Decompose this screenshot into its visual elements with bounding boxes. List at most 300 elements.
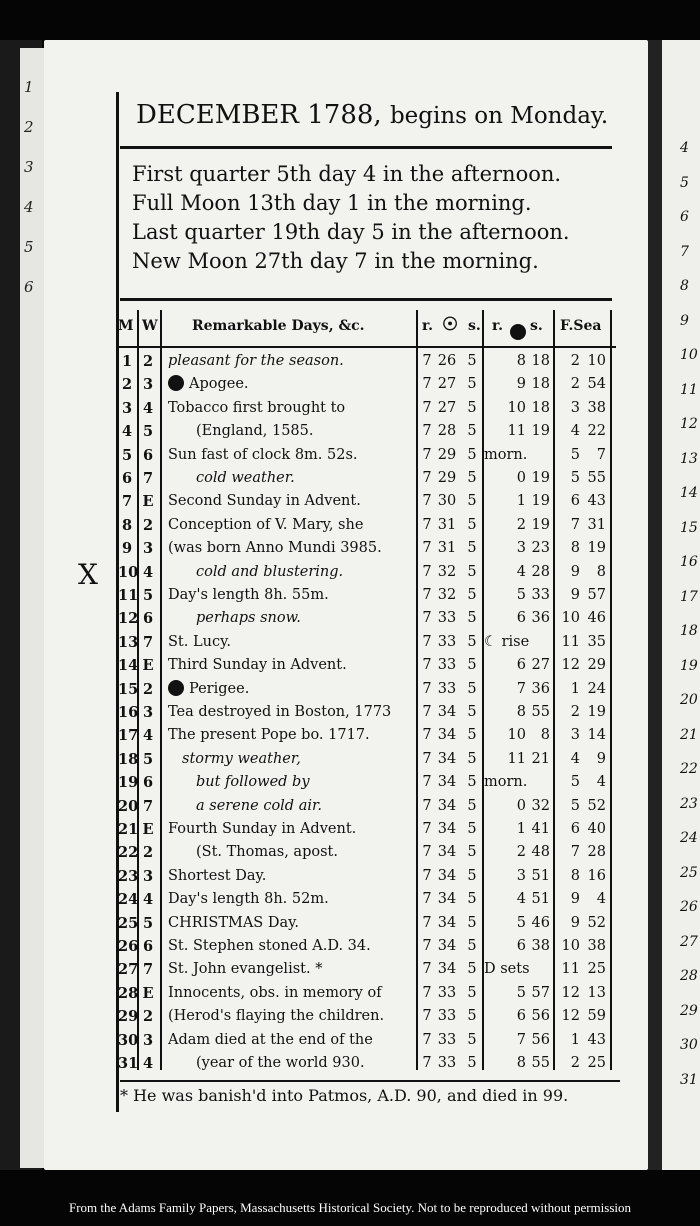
event-text: Day's length 8h. 52m. (168, 891, 329, 908)
month-day: 30 (118, 1031, 139, 1049)
table-row (116, 958, 616, 981)
event-text: a serene cold air. (196, 797, 322, 814)
sun-rise-hour: 7 (422, 516, 432, 533)
sun-rise-minute: 33 (437, 610, 457, 627)
event-text: Fourth Sunday in Advent. (168, 821, 357, 837)
moon-hour: 3 (516, 540, 526, 557)
table-row (116, 631, 616, 654)
sun-set-hour: 5 (467, 1031, 477, 1048)
sun-rise-minute: 27 (437, 376, 457, 393)
sun-rise-hour: 7 (422, 938, 432, 954)
table-row (116, 935, 616, 958)
event-text: Tobacco first brought to (168, 399, 346, 416)
full-sea-hour: 5 (570, 446, 580, 463)
sun-rise-hour: 7 (422, 984, 432, 1001)
event-text: cold weather. (196, 470, 295, 486)
sun-set-hour: 5 (467, 563, 477, 580)
sun-rise-minute: 34 (437, 938, 457, 954)
month-title-sub: begins on Monday. (389, 103, 609, 129)
sun-rise-minute: 28 (437, 423, 457, 440)
right-margin-number: 13 (680, 450, 698, 467)
right-page-fragment (662, 40, 700, 1170)
sun-rise-hour: 7 (422, 446, 432, 463)
col-sun-rise: r. (422, 318, 433, 334)
right-margin-number: 6 (680, 209, 689, 225)
credit-line: From the Adams Family Papers, Massachusetts Historical Society. Not to be reproduced without permission (68, 1200, 632, 1215)
full-sea-minute: 14 (587, 727, 606, 744)
sun-rise-minute: 34 (437, 914, 457, 931)
moon-minute: 56 (531, 1031, 550, 1048)
moon-hour: 5 (516, 914, 526, 931)
week-day: 5 (142, 914, 154, 932)
sun-rise-hour: 7 (422, 633, 432, 650)
table-row (116, 654, 616, 677)
table-row (116, 982, 616, 1005)
sun-icon: ☉ (442, 314, 459, 335)
full-sea-minute: 28 (587, 844, 606, 861)
moon-minute: 38 (531, 938, 550, 954)
sun-rise-hour: 7 (422, 867, 432, 884)
full-sea-hour: 4 (570, 750, 580, 767)
full-sea-hour: 11 (561, 961, 580, 978)
moon-hour: 11 (507, 423, 526, 440)
event-text: Shortest Day. (168, 867, 267, 884)
event-text: Conception of V. Mary, she (168, 516, 364, 533)
table-header (116, 310, 616, 348)
sun-set-hour: 5 (467, 961, 477, 978)
full-sea-minute: 19 (587, 704, 606, 720)
moon-minute: 23 (531, 540, 550, 557)
sun-rise-minute: 30 (437, 493, 457, 510)
sun-rise-hour: 7 (422, 610, 432, 627)
footnote: * He was banish'd into Patmos, A.D. 90, and died in 99. (120, 1080, 620, 1105)
full-sea-hour: 9 (570, 914, 580, 931)
full-sea-hour: 9 (570, 891, 580, 908)
week-day: 2 (142, 516, 154, 534)
full-sea-minute: 4 (596, 774, 606, 791)
week-day: 4 (142, 1055, 154, 1072)
table-row (116, 678, 616, 701)
week-day: 5 (142, 750, 154, 768)
moon-minute: 56 (531, 1008, 550, 1025)
full-sea-minute: 52 (587, 797, 606, 814)
col-week-day: W (142, 318, 158, 334)
event-text: Innocents, obs. in memory of (168, 984, 382, 1001)
full-sea-hour: 9 (570, 587, 580, 603)
right-margin-number: 14 (680, 485, 698, 501)
sun-set-hour: 5 (467, 797, 477, 814)
table-row (116, 607, 616, 630)
month-day: 16 (118, 704, 139, 721)
month-day: 14 (118, 657, 139, 675)
sun-set-hour: 5 (467, 891, 477, 908)
week-day: 7 (142, 470, 154, 487)
full-sea-minute: 55 (587, 470, 606, 486)
full-sea-hour: 2 (570, 1055, 580, 1071)
month-title (136, 100, 609, 130)
month-day: 29 (118, 1008, 139, 1026)
sun-set-hour: 5 (467, 938, 477, 954)
month-day: 17 (118, 727, 139, 745)
event-text: Second Sunday in Advent. (168, 493, 361, 510)
month-day: 12 (118, 610, 139, 628)
full-sea-hour: 8 (570, 867, 580, 884)
week-day: E (142, 493, 154, 511)
event-text: (year of the world 930. (196, 1055, 365, 1071)
sun-set-hour: 5 (467, 353, 477, 369)
sun-rise-minute: 32 (437, 587, 457, 603)
sun-set-hour: 5 (467, 984, 477, 1001)
full-sea-hour: 8 (570, 540, 580, 557)
sun-rise-minute: 34 (437, 704, 457, 720)
full-sea-hour: 10 (561, 610, 580, 627)
full-sea-minute: 10 (587, 353, 606, 369)
left-margin-number: 5 (24, 238, 34, 256)
left-margin-number: 4 (24, 198, 34, 216)
sun-rise-minute: 33 (437, 657, 457, 674)
full-sea-hour: 11 (561, 633, 580, 650)
col-moon-rise: r. (492, 318, 503, 334)
full-sea-hour: 7 (570, 844, 580, 861)
week-day: 5 (142, 587, 154, 604)
event-text: (Herod's flaying the children. (168, 1008, 385, 1025)
sun-rise-hour: 7 (422, 704, 432, 720)
right-margin-number: 7 (680, 243, 689, 260)
sun-rise-minute: 34 (437, 750, 457, 767)
table-row (116, 514, 616, 537)
moon-hour: 7 (516, 1031, 526, 1048)
moon-bullet-icon (168, 375, 184, 391)
sun-rise-hour: 7 (422, 563, 432, 580)
event-text (168, 678, 414, 701)
sun-set-hour: 5 (467, 540, 477, 557)
moon-hour: 6 (516, 610, 526, 627)
month-day: 2 (121, 376, 133, 394)
moon-minute: 19 (531, 470, 550, 486)
moon-minute: 21 (531, 750, 550, 767)
full-sea-hour: 12 (561, 657, 580, 674)
week-day: 6 (142, 446, 154, 464)
week-day: 2 (142, 680, 154, 698)
moon-hour: 10 (507, 399, 526, 416)
table-row (116, 490, 616, 513)
moon-hour: 6 (516, 938, 526, 954)
week-day: 4 (142, 891, 154, 909)
full-sea-minute: 29 (587, 657, 606, 674)
full-sea-minute: 57 (587, 587, 606, 603)
moon-hour: D sets (484, 961, 530, 978)
right-margin-number: 11 (680, 381, 698, 398)
full-sea-hour: 6 (570, 821, 580, 837)
moon-hour: 0 (516, 470, 526, 486)
sun-rise-hour: 7 (422, 376, 432, 393)
table-row (116, 865, 616, 888)
sun-rise-minute: 34 (437, 891, 457, 908)
full-sea-hour: 6 (570, 493, 580, 510)
sun-rise-hour: 7 (422, 750, 432, 767)
sun-rise-minute: 33 (437, 633, 457, 650)
right-margin-number: 21 (680, 726, 698, 743)
sun-rise-hour: 7 (422, 680, 432, 697)
month-day: 6 (121, 470, 133, 487)
sun-rise-hour: 7 (422, 423, 432, 440)
right-margin-number: 10 (680, 347, 698, 363)
month-day: 10 (118, 563, 139, 581)
title-rule (120, 146, 612, 149)
col-month-day: M (118, 318, 134, 334)
sun-set-hour: 5 (467, 423, 477, 440)
moon-hour: 5 (516, 984, 526, 1001)
sun-rise-hour: 7 (422, 1008, 432, 1025)
sun-set-hour: 5 (467, 657, 477, 674)
sun-rise-hour: 7 (422, 961, 432, 978)
month-day: 5 (121, 446, 133, 464)
sun-set-hour: 5 (467, 680, 477, 697)
full-sea-minute: 52 (587, 914, 606, 931)
moon-hour: 4 (516, 891, 526, 908)
moon-minute: 18 (531, 399, 550, 416)
margin-mark: X (78, 558, 98, 591)
right-margin-number: 29 (680, 1002, 698, 1019)
table-row (116, 467, 616, 490)
right-margin-number: 19 (680, 657, 698, 674)
sun-set-hour: 5 (467, 727, 477, 744)
moon-hour: morn. (484, 774, 528, 791)
table-row (116, 584, 616, 607)
event-text: (St. Thomas, apost. (196, 844, 338, 861)
sun-rise-minute: 34 (437, 774, 457, 791)
table-row (116, 1052, 616, 1075)
month-day: 7 (121, 493, 133, 511)
sun-set-hour: 5 (467, 376, 477, 393)
sun-set-hour: 5 (467, 446, 477, 463)
right-margin-number: 30 (680, 1037, 698, 1053)
full-sea-hour: 10 (561, 938, 580, 954)
sun-rise-minute: 34 (437, 844, 457, 861)
month-day: 13 (118, 633, 139, 651)
event-text: Tea destroyed in Boston, 1773 (168, 704, 392, 720)
full-sea-hour: 7 (570, 516, 580, 533)
right-margin-number: 12 (680, 416, 698, 432)
sun-set-hour: 5 (467, 493, 477, 510)
moon-hour: 10 (507, 727, 526, 744)
month-day: 8 (121, 516, 133, 534)
sun-rise-minute: 34 (437, 961, 457, 978)
moon-minute: 33 (531, 587, 550, 603)
table-row (116, 420, 616, 443)
month-day: 15 (118, 680, 139, 698)
month-day: 21 (118, 821, 139, 838)
sun-rise-minute: 33 (437, 1055, 457, 1071)
full-sea-hour: 2 (570, 353, 580, 369)
moon-minute: 32 (531, 797, 550, 814)
moon-minute: 36 (531, 680, 550, 697)
full-sea-minute: 4 (596, 891, 606, 908)
full-sea-hour: 1 (570, 680, 580, 697)
full-sea-hour: 9 (570, 563, 580, 580)
table-row (116, 724, 616, 747)
full-sea-minute: 19 (587, 540, 606, 557)
week-day: 5 (142, 423, 154, 441)
sun-rise-hour: 7 (422, 399, 432, 416)
sun-rise-hour: 7 (422, 1055, 432, 1071)
full-sea-minute: 7 (596, 446, 606, 463)
full-sea-minute: 38 (587, 938, 606, 954)
moon-hour: 2 (516, 844, 526, 861)
full-sea-minute: 31 (587, 516, 606, 533)
moon-minute: 8 (540, 727, 550, 744)
month-day: 1 (121, 353, 133, 370)
moon-hour: 0 (516, 797, 526, 814)
moon-minute: 55 (531, 704, 550, 720)
phase-new-moon: New Moon 27th day 7 in the morning. (132, 249, 539, 273)
month-day: 24 (118, 891, 139, 909)
week-day: 3 (142, 1031, 154, 1049)
sun-rise-hour: 7 (422, 914, 432, 931)
month-day: 22 (118, 844, 139, 862)
moon-minute: 46 (531, 914, 550, 931)
moon-minute: 19 (531, 493, 550, 510)
month-day: 31 (118, 1055, 139, 1072)
sun-set-hour: 5 (467, 914, 477, 931)
moon-hour: 8 (516, 704, 526, 720)
full-sea-hour: 5 (570, 774, 580, 791)
sun-rise-minute: 27 (437, 399, 457, 416)
moon-hour: 1 (516, 493, 526, 510)
moon-minute: 19 (531, 516, 550, 533)
table-row (116, 841, 616, 864)
full-sea-hour: 5 (570, 797, 580, 814)
event-label: Apogee. (189, 376, 249, 393)
left-margin-number: 1 (24, 78, 34, 96)
moon-hour: ☾ rise (484, 633, 530, 650)
week-day: 2 (142, 844, 154, 862)
event-text: The present Pope bo. 1717. (168, 727, 370, 744)
month-day: 4 (121, 423, 133, 441)
week-day: 4 (142, 399, 154, 417)
moon-hour: 6 (516, 1008, 526, 1025)
right-margin-number: 17 (680, 588, 698, 605)
right-margin-number: 26 (680, 899, 698, 915)
moon-minute: 48 (531, 844, 550, 861)
event-text: pleasant for the season. (168, 353, 344, 369)
right-margin-number: 22 (680, 761, 698, 777)
table-row (116, 795, 616, 818)
sun-rise-hour: 7 (422, 657, 432, 674)
sun-set-hour: 5 (467, 470, 477, 486)
month-day: 9 (121, 540, 133, 558)
table-row (116, 350, 616, 373)
week-day: 6 (142, 774, 154, 792)
event-text: stormy weather, (182, 750, 301, 767)
col-remarkable-days: Remarkable Days, &c. (192, 318, 365, 334)
moon-hour: 3 (516, 867, 526, 884)
sun-set-hour: 5 (467, 704, 477, 720)
left-margin-number: 6 (24, 278, 34, 296)
full-sea-minute: 54 (587, 376, 606, 393)
full-sea-hour: 1 (570, 1031, 580, 1048)
month-day: 20 (118, 797, 139, 815)
full-sea-minute: 59 (587, 1008, 606, 1025)
right-margin-number: 9 (680, 312, 689, 329)
table-row (116, 561, 616, 584)
full-sea-minute: 40 (587, 821, 606, 837)
full-sea-minute: 25 (587, 961, 606, 978)
sun-rise-hour: 7 (422, 493, 432, 510)
sun-rise-minute: 31 (437, 516, 457, 533)
sun-set-hour: 5 (467, 1055, 477, 1071)
event-text: cold and blustering. (196, 563, 344, 580)
moon-hour: 5 (516, 587, 526, 603)
full-sea-hour: 5 (570, 470, 580, 486)
moon-hour: 6 (516, 657, 526, 674)
sun-rise-minute: 29 (437, 470, 457, 486)
sun-set-hour: 5 (467, 1008, 477, 1025)
full-sea-hour: 2 (570, 704, 580, 720)
gutter-shadow (648, 40, 662, 1170)
moon-hour: 4 (516, 563, 526, 580)
sun-set-hour: 5 (467, 774, 477, 791)
month-day: 3 (121, 399, 133, 417)
phase-full-moon: Full Moon 13th day 1 in the morning. (132, 191, 532, 215)
col-moon-set: s. (530, 318, 543, 334)
event-text: but followed by (196, 774, 310, 791)
right-margin-number: 31 (680, 1071, 698, 1088)
event-text: Day's length 8h. 55m. (168, 587, 329, 603)
table-row (116, 912, 616, 935)
right-margin-number: 15 (680, 519, 698, 536)
moon-minute: 51 (531, 891, 550, 908)
col-sun-set: s. (468, 318, 481, 334)
right-margin-number: 28 (680, 968, 698, 984)
event-text: (was born Anno Mundi 3985. (168, 540, 382, 557)
table-row (116, 444, 616, 467)
sun-set-hour: 5 (467, 821, 477, 837)
moon-minute: 41 (531, 821, 550, 837)
week-day: E (142, 984, 154, 1002)
event-text: St. John evangelist. * (168, 961, 323, 978)
week-day: 6 (142, 938, 154, 955)
full-sea-minute: 22 (587, 423, 606, 440)
moon-hour: morn. (484, 446, 528, 463)
table-row (116, 1029, 616, 1052)
right-margin-number: 4 (680, 140, 689, 156)
table-row (116, 888, 616, 911)
moon-hour: 8 (516, 353, 526, 369)
moon-minute: 27 (531, 657, 550, 674)
week-day: 4 (142, 727, 154, 745)
moon-hour: 9 (516, 376, 526, 393)
phase-last-quarter: Last quarter 19th day 5 in the afternoon. (132, 220, 570, 244)
table-row (116, 537, 616, 560)
sun-set-hour: 5 (467, 587, 477, 603)
sun-rise-hour: 7 (422, 353, 432, 369)
sun-rise-hour: 7 (422, 797, 432, 814)
sun-rise-hour: 7 (422, 470, 432, 486)
sun-rise-minute: 33 (437, 1031, 457, 1048)
table-row (116, 373, 616, 396)
event-text: Adam died at the end of the (168, 1031, 373, 1048)
week-day: 2 (142, 353, 154, 370)
sun-rise-hour: 7 (422, 891, 432, 908)
week-day: 4 (142, 563, 154, 581)
right-margin-number: 23 (680, 795, 698, 812)
moon-minute: 18 (531, 353, 550, 369)
full-sea-hour: 2 (570, 376, 580, 393)
full-sea-hour: 12 (561, 1008, 580, 1025)
moon-minute: 19 (531, 423, 550, 440)
full-sea-hour: 12 (561, 984, 580, 1001)
